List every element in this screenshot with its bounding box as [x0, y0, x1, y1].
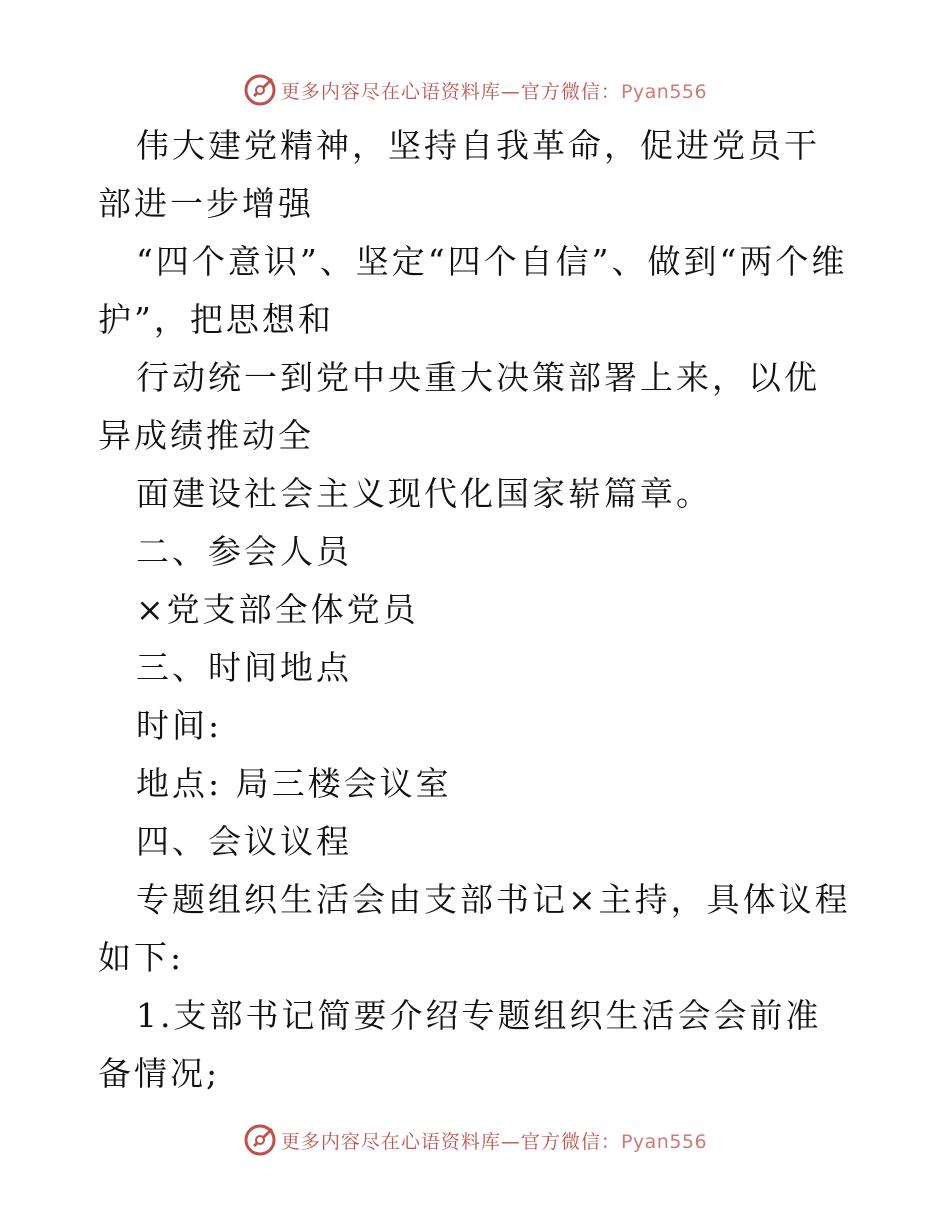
- paragraph: 1.支部书记简要介绍专题组织生活会会前准备情况;: [98, 996, 822, 1093]
- brand-logo-icon: [243, 1123, 277, 1157]
- header-banner: [0, 70, 950, 110]
- section-heading: 二、参会人员: [136, 532, 352, 571]
- banner-dash: —: [500, 1130, 521, 1153]
- banner-official-label: 官方微信：: [520, 80, 621, 103]
- banner-main-text: 更多内容尽在心语资料库: [280, 80, 501, 103]
- document-body: [98, 117, 854, 1103]
- paragraph: 时间:: [136, 706, 223, 745]
- paragraph: 专题组织生活会由支部书记×主持，具体议程如下:: [98, 880, 851, 977]
- banner-wechat-id: Pyan556: [620, 80, 708, 103]
- banner-main-text: 更多内容尽在心语资料库: [280, 1130, 501, 1153]
- banner-official-label: 官方微信：: [520, 1130, 621, 1153]
- paragraph: 伟大建党精神，坚持自我革命，促进党员干部进一步增强: [98, 126, 820, 223]
- banner-text: [281, 1127, 707, 1154]
- banner-text: [281, 77, 707, 104]
- section-heading: 四、会议议程: [136, 822, 352, 861]
- section-heading: 三、时间地点: [136, 648, 352, 687]
- paragraph: ×党支部全体党员: [136, 590, 419, 629]
- banner-wechat-id: Pyan556: [620, 1130, 708, 1153]
- paragraph: “四个意识”、坚定“四个自信”、做到“两个维护”，把思想和: [98, 242, 848, 339]
- paragraph: 行动统一到党中央重大决策部署上来，以优异成绩推动全: [98, 358, 820, 455]
- brand-logo-icon: [243, 73, 277, 107]
- footer-banner: [0, 1120, 950, 1160]
- paragraph: 地点: 局三楼会议室: [136, 764, 452, 803]
- banner-dash: —: [500, 80, 521, 103]
- paragraph: 面建设社会主义现代化国家崭篇章。: [136, 474, 712, 513]
